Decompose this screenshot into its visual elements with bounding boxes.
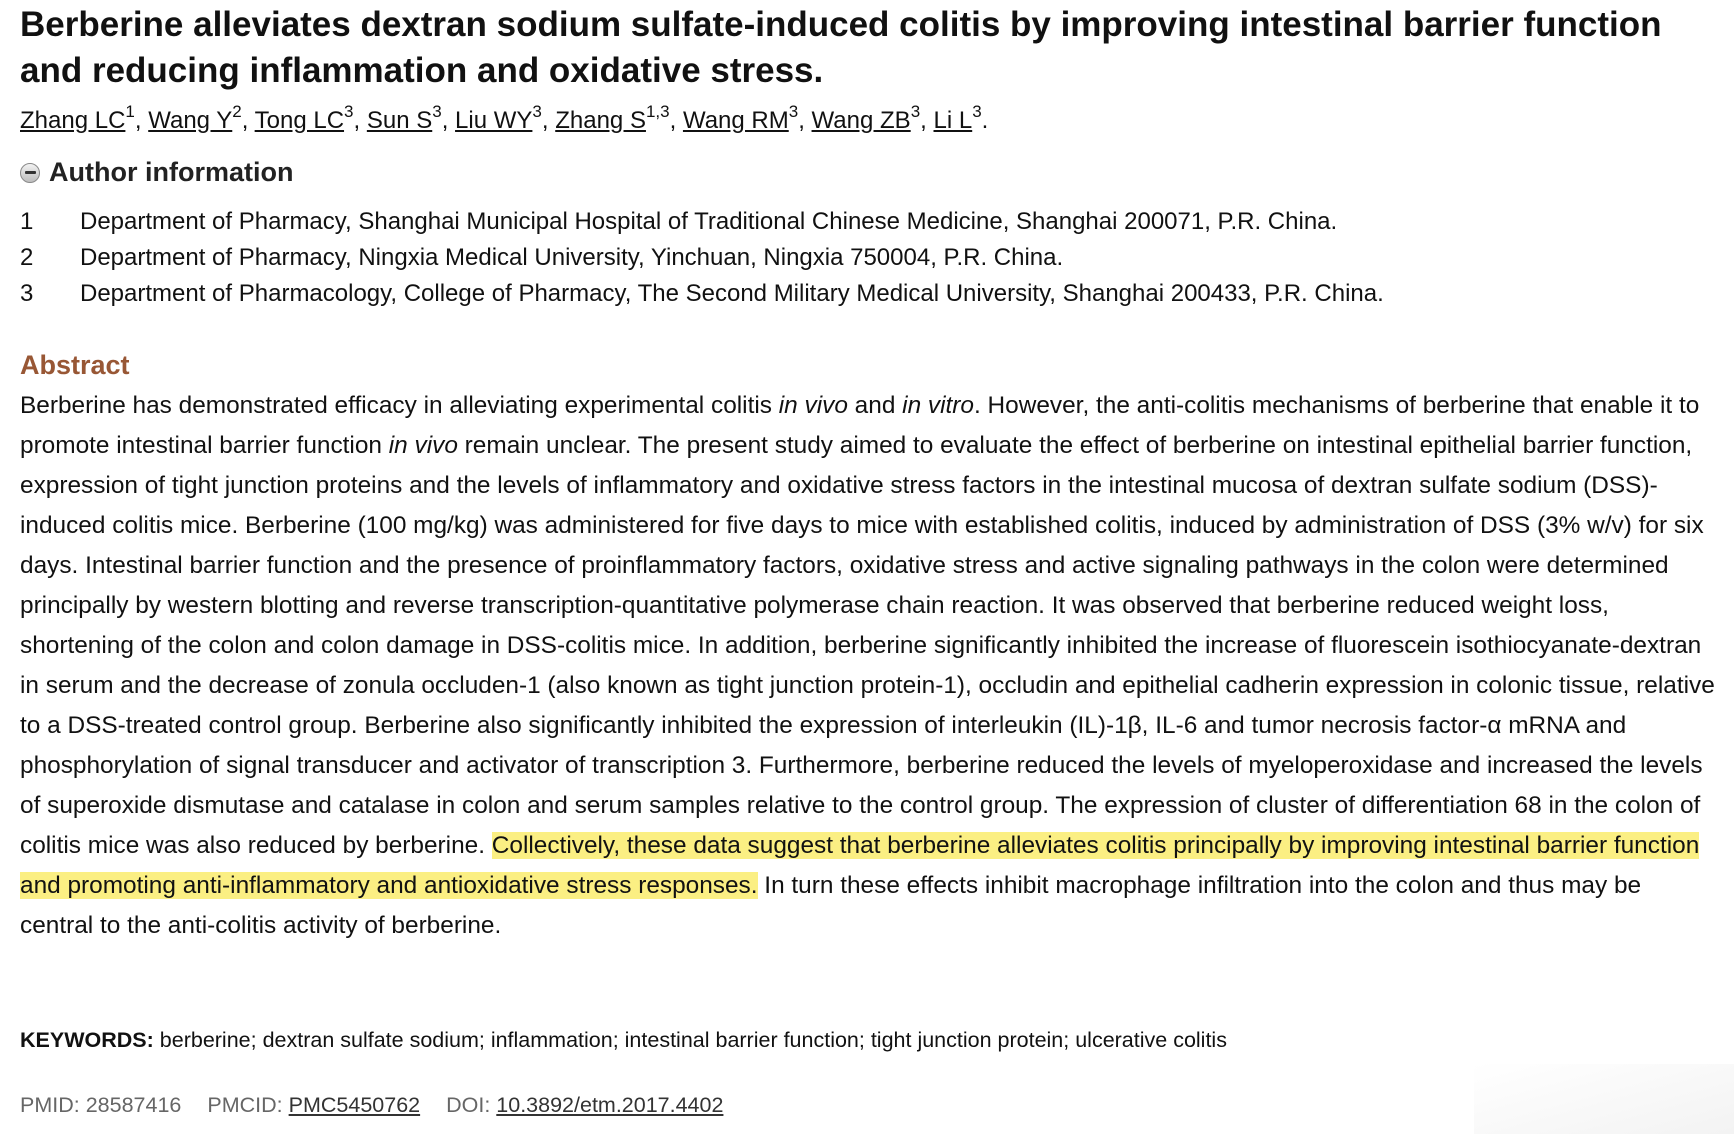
- author-affiliation-ref: 3: [788, 102, 799, 121]
- author-link[interactable]: Sun S: [366, 107, 433, 134]
- abstract-segment: In turn these effects inhibit macrophage infiltration into the colon and thus may be central to the anti-colitis activity of berberine.: [20, 872, 1642, 939]
- collapse-minus-icon[interactable]: [20, 163, 40, 183]
- pmcid-link[interactable]: PMC5450762: [288, 1093, 421, 1117]
- abstract-italic: in vivo: [778, 392, 848, 419]
- author-affiliation-ref: 1,3: [645, 102, 670, 121]
- article-title: Berberine alleviates dextran sodium sulfate-induced colitis by improving intestinal barrier function and reducing inflammation and oxidative stress.: [20, 5, 1662, 90]
- affiliation-item: [20, 204, 1384, 240]
- doi-link[interactable]: 10.3892/etm.2017.4402: [496, 1093, 724, 1117]
- pmcid-label: PMCID:: [207, 1093, 283, 1117]
- abstract-italic: in vitro: [902, 392, 974, 419]
- author-link[interactable]: Tong LC: [254, 107, 345, 134]
- affiliation-number: 1: [20, 208, 34, 235]
- author-affiliation-ref: 3: [972, 102, 982, 121]
- page-corner-shadow: [1474, 1064, 1734, 1134]
- keywords-row: [20, 1025, 1227, 1055]
- author-link[interactable]: Zhang LC: [20, 107, 126, 134]
- abstract-heading: Abstract: [20, 350, 130, 380]
- abstract-highlighted-sentence: Collectively, these data suggest that berberine alleviates colitis principally by improving intestinal barrier function and promoting anti-inflammatory and antioxidative stress responses.: [20, 832, 1700, 899]
- affiliation-item: [20, 276, 1384, 312]
- keywords-list: berberine; dextran sulfate sodium; inflammation; intestinal barrier function; tight junction protein; ulcerative colitis: [159, 1028, 1227, 1052]
- pmid-value: 28587416: [85, 1093, 182, 1117]
- doi-label: DOI:: [446, 1093, 491, 1117]
- pmid-label: PMID:: [20, 1093, 80, 1117]
- author-link[interactable]: Wang RM: [682, 107, 789, 134]
- author-affiliation-ref: 3: [532, 102, 542, 121]
- author-affiliation-ref: 3: [910, 102, 921, 121]
- affiliation-number: 2: [20, 244, 34, 271]
- author-affiliation-ref: 3: [432, 102, 442, 121]
- abstract-segment: and: [847, 392, 903, 419]
- abstract-italic: in vivo: [388, 432, 458, 459]
- affiliation-number: 3: [20, 280, 34, 307]
- abstract-segment: Berberine has demonstrated efficacy in alleviating experimental colitis: [20, 392, 779, 419]
- author-link[interactable]: Zhang S: [555, 107, 646, 134]
- author-information-toggle[interactable]: [20, 157, 293, 188]
- abstract-text: [20, 386, 1720, 946]
- author-information-label: Author information: [49, 157, 294, 187]
- author-affiliation-ref: 1: [125, 102, 135, 121]
- author-link[interactable]: Wang ZB: [811, 107, 911, 134]
- author-link[interactable]: Wang Y: [148, 107, 233, 134]
- affiliation-text: Department of Pharmacy, Ningxia Medical University, Yinchuan, Ningxia 750004, P.R. China.: [80, 244, 1064, 271]
- article-identifiers: [20, 1090, 723, 1120]
- author-affiliation-ref: 2: [232, 102, 242, 121]
- affiliation-text: Department of Pharmacology, College of Pharmacy, The Second Military Medical University, Shanghai 200433, P.R. China.: [80, 280, 1384, 307]
- affiliation-text: Department of Pharmacy, Shanghai Municipal Hospital of Traditional Chinese Medicine, Shanghai 200071, P.R. China.: [80, 208, 1338, 235]
- author-link[interactable]: Li L: [933, 107, 973, 134]
- abstract-segment: remain unclear. The present study aimed to evaluate the effect of berberine on intestinal epithelial barrier function, expression of tight junction proteins and the levels of inflammatory and oxidative stress factors in the intestinal mucosa of dextran sulfate sodium (DSS)-induced colitis mice. Berberine (100 mg/kg) was administered for five days to mice with established colitis, induced by administration of DSS (3% w/v) for six days. Intestinal barrier function and the presence of proinflammatory factors, oxidative stress and active signaling pathways in the colon were determined principally by western blotting and reverse transcription-quantitative polymerase chain reaction. It was observed that berberine reduced weight loss, shortening of the colon and colon damage in DSS-colitis mice. In addition, berberine significantly inhibited the increase of fluorescein isothiocyanate-dextran in serum and the decrease of zonula occluden-1 (also known as tight junction protein-1), occludin and epithelial cadherin expression in colonic tissue, relative to a DSS-treated control group. Berberine also significantly inhibited the expression of interleukin (IL)-1β, IL-6 and tumor necrosis factor-α mRNA and phosphorylation of signal transducer and activator of transcription 3. Furthermore, berberine reduced the levels of myeloperoxidase and increased the levels of superoxide dismutase and catalase in colon and serum samples relative to the control group. The expression of cluster of differentiation 68 in the colon of colitis mice was also reduced by berberine.: [20, 432, 1715, 859]
- keywords-label: KEYWORDS:: [20, 1028, 154, 1052]
- affiliation-item: [20, 240, 1384, 276]
- author-link[interactable]: Liu WY: [455, 107, 533, 134]
- abstract-segment: . However, the anti-colitis mechanisms of berberine that enable it to promote intestinal barrier function: [20, 392, 1700, 459]
- author-list: Zhang $LC^1$, Wang $Y^2$, Tong $LC^3$, Sun $S^3$, Liu $WY^3$, Zhang S$^{1,3}$, Wang $RM^3$, Wang $ZB^3$, Li $L^3$.: [20, 102, 989, 134]
- affiliation-list: [20, 204, 1384, 312]
- author-affiliation-ref: 3: [344, 102, 354, 121]
